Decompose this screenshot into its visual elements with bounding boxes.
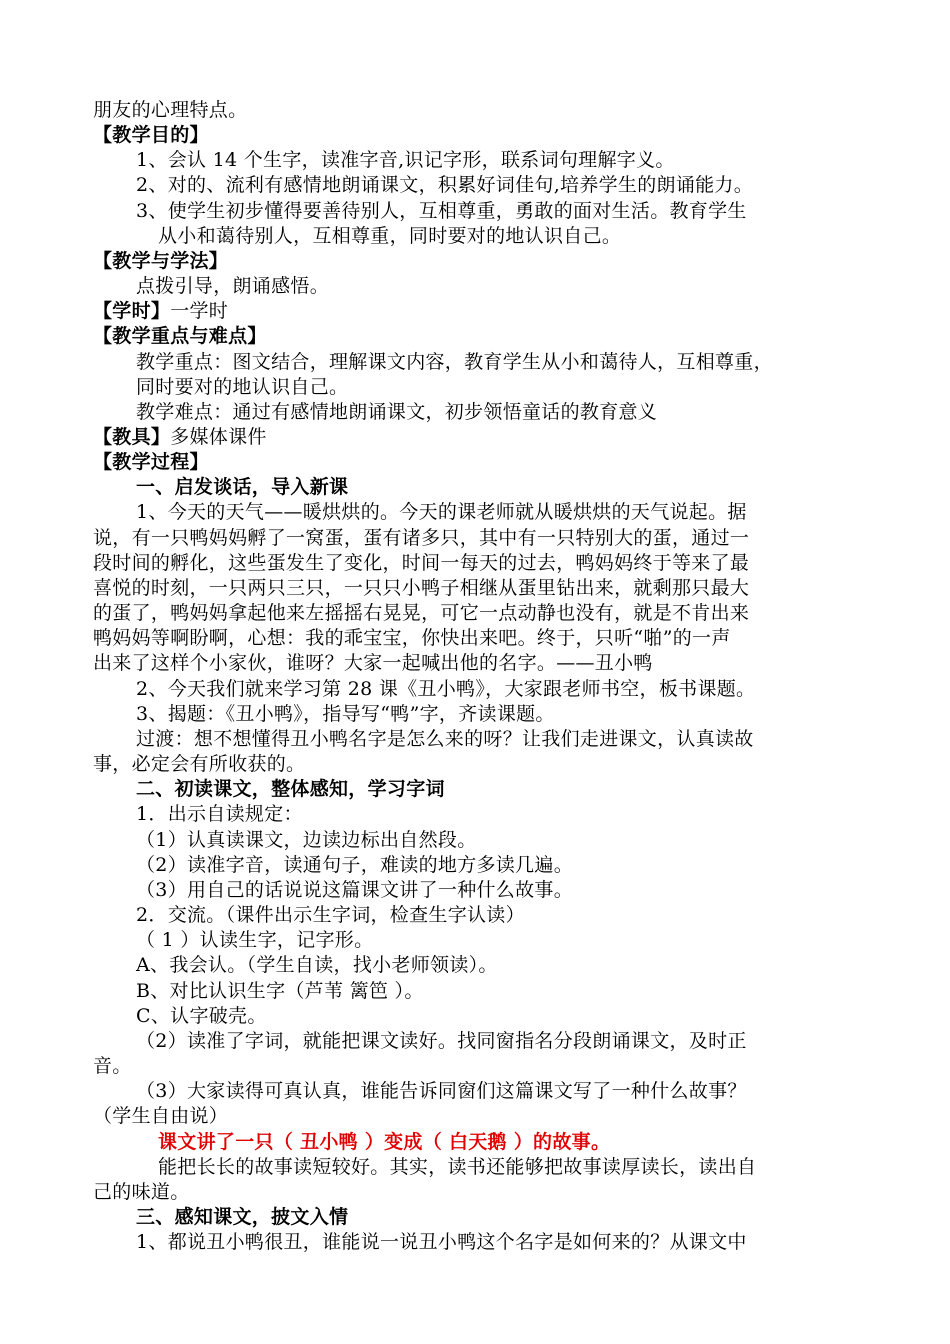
- hours-row: [93, 299, 228, 323]
- teaching-focus-cont: 同时要对的地认识自己。: [136, 376, 349, 398]
- tools-heading: 【教具】: [93, 426, 171, 448]
- part1-para1-line2: 说，有一只鸭妈妈孵了一窝蛋，蛋有诸多只，其中有一只特别大的蛋，通过一: [93, 527, 750, 549]
- part2-step2-1-A: A、我会认。（学生自读，找小老师领读）。: [136, 954, 498, 976]
- part1-para1-line1: 1、今天的天气——暖烘烘的。今天的课老师就从暖烘烘的天气说起。据: [136, 501, 747, 523]
- tools-row: [93, 425, 267, 449]
- part1-para1-line7: 出来了这样个小家伙，谁呀？大家一起喊出他的名字。——丑小鸭: [93, 652, 653, 674]
- part2-step2-3: （3）大家读得可真认真，谁能告诉同窗们这篇课文写了一种什么故事？: [136, 1080, 747, 1102]
- part1-transition-cont: 事，必定会有所收获的。: [93, 753, 306, 775]
- part2-step2-2: （2）读准了字词，就能把课文读好。找同窗指名分段朗诵课文，及时正: [136, 1030, 747, 1052]
- part2-closing: 能把长长的故事读短较好。其实，读书还能够把故事读厚读长，读出自: [158, 1156, 757, 1178]
- part2-step2-3-cont: （学生自由说）: [93, 1105, 229, 1127]
- objective-item-3-cont: 从小和蔼待别人，互相尊重，同时要对的地认识自己。: [158, 225, 622, 247]
- part3-title: 三、感知课文，披文入情: [136, 1206, 349, 1228]
- process-heading: 【教学过程】: [93, 451, 209, 473]
- part1-transition: 过渡：想不想懂得丑小鸭名字是怎么来的呀？让我们走进课文，认真读故: [136, 728, 754, 750]
- part2-step2-2-cont: 音。: [93, 1055, 132, 1077]
- part2-step2-1-B: B、对比认识生字（芦苇 篱笆 ）。: [136, 980, 424, 1002]
- key-points-heading: 【教学重点与难点】: [93, 325, 267, 347]
- part1-para2: 2、今天我们就来学习第 28 课《丑小鸭》，大家跟老师书空，板书课题。: [136, 678, 756, 700]
- tools-text: 多媒体课件: [170, 426, 267, 448]
- hours-heading: 【学时】: [93, 300, 171, 322]
- part1-para1-line4: 喜悦的时刻，一只两只三只，一只只小鸭子相继从蛋里钻出来，就剩那只最大: [93, 577, 750, 599]
- objective-item-3: 3、使学生初步懂得要善待别人，互相尊重，勇敢的面对生活。教育学生: [136, 200, 747, 222]
- part1-para1-line3: 段时间的孵化，这些蛋发生了变化，时间一每天的过去，鸭妈妈终于等来了最: [93, 552, 750, 574]
- part2-closing-cont: 己的味道。: [93, 1181, 190, 1203]
- part1-para1-line6: 鸭妈妈等啊盼啊，心想：我的乖宝宝，你快出来吧。终于，只听“啪”的一声: [93, 627, 731, 649]
- part2-step2-1-C: C、认字破壳。: [136, 1005, 267, 1027]
- teaching-difficulty: 教学难点：通过有感情地朗诵课文，初步领悟童话的教育意义: [136, 401, 658, 423]
- objective-item-2: 2、对的、流利有感情地朗诵课文，积累好词佳句,培养学生的朗诵能力。: [136, 174, 754, 196]
- objective-item-1: 1、会认 14 个生字，读准字音,识记字形，联系词句理解字义。: [136, 149, 675, 171]
- part3-para1: 1、都说丑小鸭很丑，谁能说一说丑小鸭这个名字是如何来的？从课文中: [136, 1231, 747, 1253]
- part2-step1-a: （1）认真读课文，边读边标出自然段。: [136, 829, 477, 851]
- objectives-heading: 【教学目的】: [93, 124, 209, 146]
- part2-title: 二、初读课文，整体感知，学习字词: [136, 778, 445, 800]
- part2-step1-c: （3）用自己的话说说这篇课文讲了一种什么故事。: [136, 879, 573, 901]
- part1-para3: 3、揭题：《丑小鸭》，指导写“鸭”字，齐读课题。: [136, 703, 555, 725]
- part2-step2: 2．交流。（课件出示生字词，检查生字认读）: [136, 904, 525, 926]
- intro-tail-text: 朋友的心理特点。: [93, 99, 248, 121]
- methods-heading: 【教学与学法】: [93, 250, 229, 272]
- part1-para1-line5: 的蛋了，鸭妈妈拿起他来左摇摇右晃晃，可它一点动静也没有，就是不肯出来: [93, 602, 750, 624]
- methods-text: 点拨引导，朗诵感悟。: [136, 275, 330, 297]
- part1-title: 一、启发谈话，导入新课: [136, 476, 349, 498]
- story-summary-highlight: 课文讲了一只（ 丑小鸭 ）变成（ 白天鹅 ）的故事。: [158, 1131, 611, 1153]
- hours-text: 一学时: [170, 300, 229, 322]
- teaching-focus: 教学重点：图文结合，理解课文内容，教育学生从小和蔼待人，互相尊重，: [136, 351, 773, 373]
- part2-step1: 1．出示自读规定：: [136, 803, 303, 825]
- part2-step1-b: （2）读准字音，读通句子，难读的地方多读几遍。: [136, 854, 573, 876]
- part2-step2-1: （ 1 ）认读生字，记字形。: [136, 929, 374, 951]
